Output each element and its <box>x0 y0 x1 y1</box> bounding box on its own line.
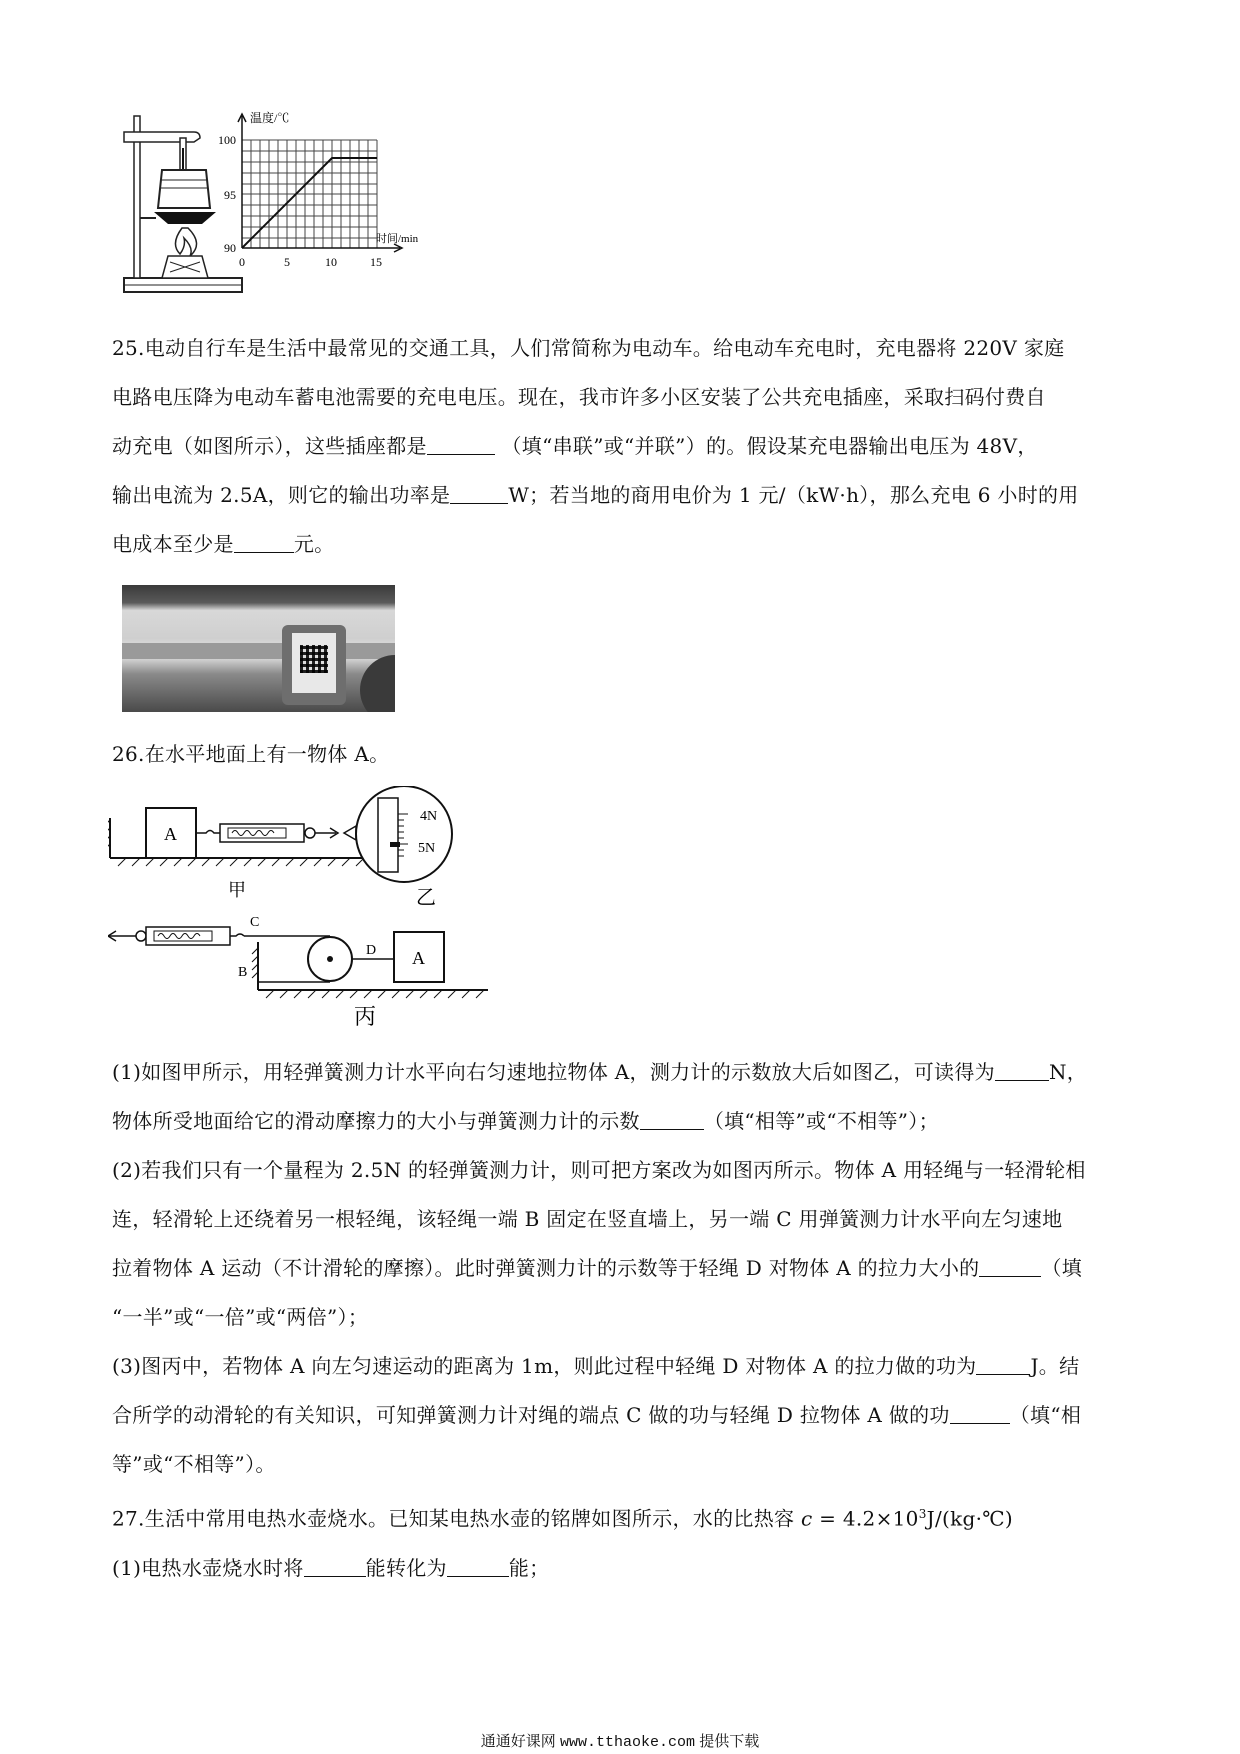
q26-line: 合所学的动滑轮的有关知识，可知弹簧测力计对绳的端点 C 做的功与轻绳 D 拉物体 A 做的功 （填“相 <box>112 1403 1082 1427</box>
answer-blank[interactable] <box>427 436 495 455</box>
figure-label-jia: 甲 <box>228 880 246 900</box>
x-tick-label: 10 <box>325 255 337 269</box>
q26-line: 拉着物体 A 运动（不计滑轮的摩擦）。此时弹簧测力计的示数等于轻绳 D 对物体 A 的拉力大小的 （填 <box>112 1256 1083 1280</box>
y-axis-label: 温度/℃ <box>250 111 290 125</box>
q26-line: 等”或“不相等”）。 <box>112 1452 276 1476</box>
q26-line: “一半”或“一倍”或“两倍”）； <box>112 1305 369 1329</box>
q26-line: 连，轻滑轮上还绕着另一根轻绳，该轻绳一端 B 固定在竖直墙上，另一端 C 用弹簧测力计水平向左匀速地 <box>112 1207 1063 1231</box>
footer-tail: 提供下载 <box>699 1733 760 1750</box>
answer-blank[interactable] <box>304 1558 366 1577</box>
q25-line: 电成本至少是 元。 <box>112 532 335 556</box>
footer-site: 通通好课网 <box>480 1733 556 1750</box>
temperature-graph <box>218 110 419 269</box>
meter-reading-5n: 5N <box>418 841 436 856</box>
point-b-label: B <box>238 965 248 980</box>
x-tick-label: 15 <box>370 255 382 269</box>
q27-line: 27.生活中常用电热水壶烧水。已知某电热水壶的铭牌如图所示，水的比热容 $c = 4.2\times 10^3J/(kg\cdot℃)$ <box>112 1506 1014 1531</box>
question-26-intro: 26.在水平地面上有一物体 A。 <box>112 742 390 766</box>
x-tick-label: 5 <box>284 255 290 269</box>
x-tick-label: 0 <box>239 255 245 269</box>
figure-label-yi: 乙 <box>416 887 436 909</box>
answer-blank[interactable] <box>640 1111 704 1130</box>
answer-blank[interactable] <box>447 1558 509 1577</box>
answer-blank[interactable] <box>979 1258 1041 1277</box>
question-25 <box>112 324 1132 569</box>
spring-scale-figure <box>108 786 508 1026</box>
charging-socket-photo <box>122 585 395 712</box>
point-c-label: C <box>250 915 260 930</box>
question-27 <box>112 1490 1132 1593</box>
answer-blank[interactable] <box>995 1062 1049 1081</box>
q26-line: (3)图丙中，若物体 A 向左匀速运动的距离为 1m，则此过程中轻绳 D 对物体 A 的拉力做的功为 J。结 <box>112 1354 1080 1378</box>
figure-label-bing: 丙 <box>354 1004 377 1026</box>
answer-blank[interactable] <box>450 485 508 504</box>
page-footer <box>0 1730 1240 1751</box>
y-tick-label: 100 <box>218 133 236 147</box>
meter-reading-4n: 4N <box>420 809 438 824</box>
q26-line: 物体所受地面给它的滑动摩擦力的大小与弹簧测力计的示数 （填“相等”或“不相等”）； <box>112 1109 939 1133</box>
answer-blank[interactable] <box>950 1405 1010 1424</box>
q27-line: (1)电热水壶烧水时将 能转化为 能； <box>112 1555 550 1580</box>
qr-code-icon <box>300 645 328 673</box>
boiling-experiment-figure <box>110 108 470 308</box>
q25-line: 动充电（如图所示），这些插座都是 （填“串联”或“并联”）的。假设某充电器输出电压为 48V， <box>112 434 1038 458</box>
point-d-label: D <box>366 943 377 958</box>
answer-blank[interactable] <box>976 1356 1030 1375</box>
question-26-body <box>112 1048 1132 1489</box>
answer-blank[interactable] <box>234 534 294 553</box>
q25-line: 25.电动自行车是生活中最常见的交通工具，人们常简称为电动车。给电动车充电时，充电器将 220V 家庭 <box>112 336 1065 360</box>
q25-line: 输出电流为 2.5A，则它的输出功率是 W；若当地的商用电价为 1 元/（kW·h），那么充电 6 小时的用 <box>112 483 1079 507</box>
block-a-label: A <box>164 824 177 844</box>
y-tick-label: 90 <box>224 241 236 255</box>
footer-url[interactable]: www.tthaoke.com <box>559 1734 696 1751</box>
block-a-label: A <box>412 948 425 968</box>
x-axis-label: 时间/min <box>376 233 419 245</box>
q26-line: (2)若我们只有一个量程为 2.5N 的轻弹簧测力计，则可把方案改为如图丙所示。物体 A 用轻绳与一轻滑轮相 <box>112 1158 1086 1182</box>
q25-line: 电路电压降为电动车蓄电池需要的充电电压。现在，我市许多小区安装了公共充电插座，采取扫码付费自 <box>112 385 1046 409</box>
q26-line: (1)如图甲所示，用轻弹簧测力计水平向右匀速地拉物体 A，测力计的示数放大后如图乙，可读得为 N， <box>112 1060 1088 1084</box>
y-tick-label: 95 <box>224 188 236 202</box>
